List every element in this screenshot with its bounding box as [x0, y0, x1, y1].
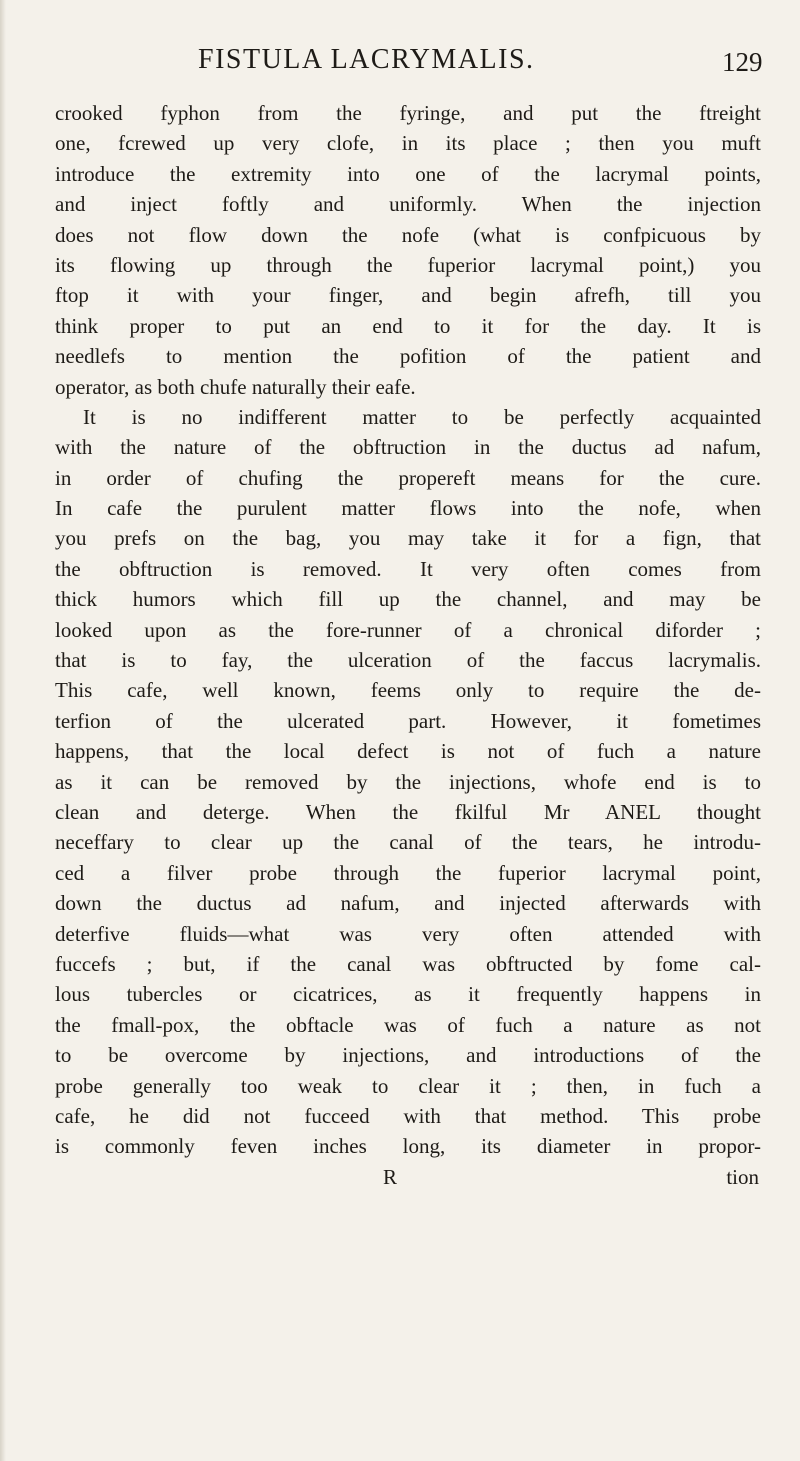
text-line: introduce the extremity into one of the lacrymal points, [55, 161, 761, 186]
text-line: cafe, he did not fucceed with that method. This probe [55, 1103, 761, 1128]
text-line: to be overcome by injections, and introductions of the [55, 1043, 761, 1068]
text-line: clean and deterge. When the fkilful Mr ANEL thought [55, 799, 761, 824]
text-line: fuccefs ; but, if the canal was obftructed by fome cal- [55, 951, 761, 976]
page-footer [55, 1162, 761, 1192]
text-line: the fmall-pox, the obftacle was of fuch a nature as not [55, 1012, 761, 1037]
text-line: happens, that the local defect is not of fuch a nature [55, 739, 761, 764]
text-line: probe generally too weak to clear it ; then, in fuch a [55, 1073, 761, 1098]
text-line: crooked fyphon from the fyringe, and put the ftreight [55, 101, 761, 125]
text-line: one, fcrewed up very clofe, in its place ; then you muft [55, 131, 761, 156]
catchword: tion [726, 1164, 759, 1189]
text-line: in order of chufing the propereft means for the cure. [55, 465, 761, 490]
signature-mark: R [383, 1164, 398, 1189]
text-line: neceffary to clear up the canal of the tears, he introdu- [55, 830, 761, 855]
text-line: In cafe the purulent matter flows into the nofe, when [55, 496, 761, 521]
text-line: ftop it with your finger, and begin afrefh, till you [55, 283, 761, 308]
text-line: operator, as both chufe naturally their eafe. [55, 374, 416, 399]
running-head: FISTULA LACRYMALIS. [198, 44, 535, 75]
text-line: you prefs on the bag, you may take it for a fign, that [55, 526, 761, 551]
page-gutter [0, 0, 6, 1461]
page-number: 129 [722, 47, 763, 77]
text-line: as it can be removed by the injections, whofe end is to [55, 769, 761, 794]
text-line: thick humors which fill up the channel, and may be [55, 587, 761, 612]
text-line: is commonly feven inches long, its diameter in propor- [55, 1134, 761, 1159]
text-line: think proper to put an end to it for the day. It is [55, 313, 761, 338]
text-line: This cafe, well known, feems only to require the de- [55, 678, 761, 703]
text-line: terfion of the ulcerated part. However, it fometimes [55, 708, 761, 733]
text-line: ced a filver probe through the fuperior lacrymal point, [55, 860, 761, 885]
text-line: the obftruction is removed. It very often comes from [55, 556, 761, 581]
text-line: looked upon as the fore-runner of a chronical diforder ; [55, 617, 761, 642]
text-line: needlefs to mention the pofition of the patient and [55, 344, 761, 369]
text-line: with the nature of the obftruction in the ductus ad nafum, [55, 435, 761, 460]
text-line: deterfive fluids—what was very often attended with [55, 921, 761, 946]
text-line: down the ductus ad nafum, and injected afterwards with [55, 891, 761, 916]
text-line: does not flow down the nofe (what is confpicuous by [55, 222, 761, 247]
body-text [55, 98, 761, 1192]
paragraph-start-line: It is no indifferent matter to be perfectly acquainted [83, 404, 761, 429]
text-line: its flowing up through the fuperior lacrymal point,) you [55, 252, 761, 277]
text-line: that is to fay, the ulceration of the faccus lacrymalis. [55, 648, 761, 673]
page-header [0, 44, 800, 84]
text-line: and inject foftly and uniformly. When the injection [55, 192, 761, 217]
text-line: lous tubercles or cicatrices, as it frequently happens in [55, 982, 761, 1007]
